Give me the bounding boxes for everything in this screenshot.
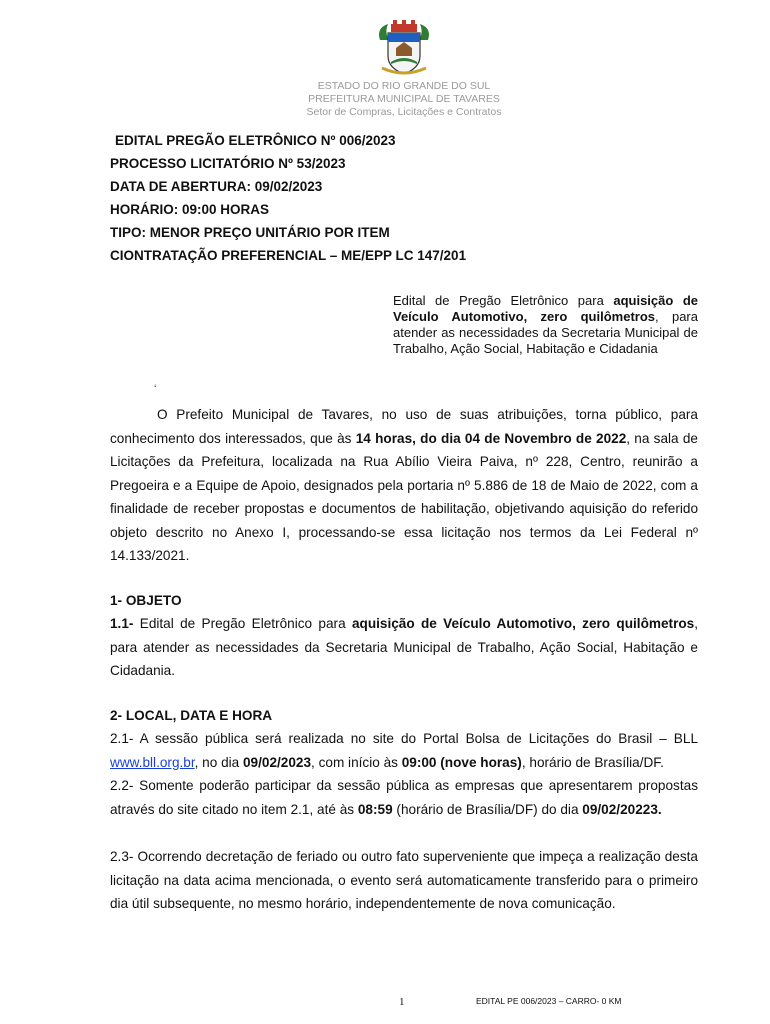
- title-contratacao: CIONTRATAÇÃO PREFERENCIAL – ME/EPP LC 147/201: [110, 248, 467, 263]
- page-number: 1: [399, 996, 405, 1008]
- footer-reference: EDITAL PE 006/2023 – CARRO- 0 KM: [476, 996, 622, 1006]
- section-2-2-paragraph: 2.2- Somente poderão participar da sessão pública as empresas que apresentarem propostas através do site citado no item 2.1, até às 08:59 (horário de Brasília/DF) do dia 09/02/20223.: [110, 778, 698, 817]
- title-tipo: TIPO: MENOR PREÇO UNITÁRIO POR ITEM: [110, 225, 390, 240]
- section-1-paragraph: 1.1- Edital de Pregão Eletrônico para aquisição de Veículo Automotivo, zero quilômetros, para atender as necessidades da Secretaria Municipal de Trabalho, Ação Social, Habitação e Cidadania.: [110, 616, 699, 678]
- title-edital: EDITAL PREGÃO ELETRÔNICO Nº 006/2023: [115, 133, 396, 148]
- title-horario: HORÁRIO: 09:00 HORAS: [110, 202, 270, 217]
- object-summary: Edital de Pregão Eletrônico para aquisição de Veículo Automotivo, zero quilômetros, para atender as necessidades da Secretaria Municipal de Trabalho, Ação Social, Habitação e Cidadania: [393, 293, 699, 356]
- intro-paragraph: O Prefeito Municipal de Tavares, no uso de suas atribuições, torna público, para conhecimento dos interessados, que às 14 horas, do dia 04 de Novembro de 2022, na sala de Licitações da Prefeitura, localizada na Rua Abílio Vieira Paiva, nº 228, Centro, reunirão a Pregoeira e a Equipe de Apoio, designados pela portaria nº 5.886 de 18 de Maio de 2022, com a finalidade de receber propostas e documentos de habilitação, objetivando aquisição do referido objeto descrito no Anexo I, processando-se essa licitação nos termos da Lei Federal nº 14.133/2021.: [110, 407, 698, 563]
- municipal-coat-of-arms-icon: [374, 18, 434, 78]
- section-1-title: 1- OBJETO: [110, 593, 182, 608]
- header-sector: Setor de Compras, Licitações e Contratos: [306, 106, 502, 118]
- bll-link[interactable]: www.bll.org.br: [110, 754, 195, 770]
- header-prefecture: PREFEITURA MUNICIPAL DE TAVARES: [308, 93, 500, 105]
- title-data-abertura: DATA DE ABERTURA: 09/02/2023: [110, 179, 323, 194]
- section-2-3-paragraph: 2.3- Ocorrendo decretação de feriado ou outro fato superveniente que impeça a realização desta licitação na data acima mencionada, o evento será automaticamente transferido para o primeiro dia útil subsequente, no mesmo horário, independentemente de nova comunicação.: [110, 849, 698, 911]
- header-state: ESTADO DO RIO GRANDE DO SUL: [317, 80, 491, 92]
- section-2-title: 2- LOCAL, DATA E HORA: [110, 708, 273, 723]
- section-2-1-paragraph: 2.1- A sessão pública será realizada no site do Portal Bolsa de Licitações do Brasil – BLL www.bll.org.br, no dia 09/02/2023, com início às 09:00 (nove horas), horário de Brasília/DF.: [110, 731, 698, 770]
- title-processo: PROCESSO LICITATÓRIO Nº 53/2023: [110, 156, 346, 171]
- stray-mark: ‘: [154, 383, 157, 395]
